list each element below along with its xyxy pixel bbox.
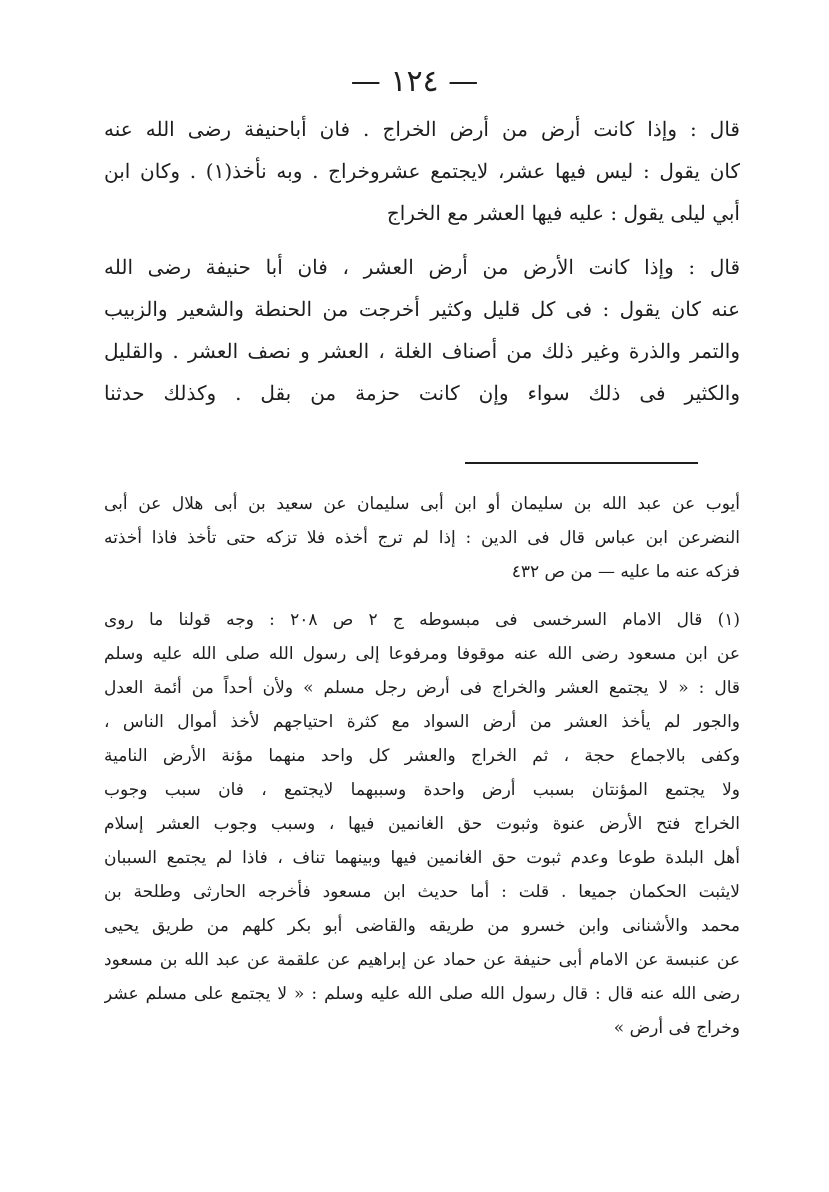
footnote-1-line-13: وخراج فى أرض » bbox=[613, 1018, 740, 1038]
main-line-7: والكثير فى ذلك سواء وإن كانت حزمة من بقل . وكذلك حدثنا bbox=[104, 381, 740, 405]
main-line-6: والتمر والذرة وغير ذلك من أصناف الغلة ، العشر و نصف العشر . والقليل bbox=[104, 339, 740, 363]
main-line-4: قال : وإذا كانت الأرض من أرض العشر ، فان أبا حنيفة رضى الله bbox=[104, 255, 740, 279]
footnotes bbox=[104, 487, 740, 1045]
footnote-1-line-4: والجور لم يأخذ العشر من أرض السواد مع كثرة احتياجهم لأخذ أموال الناس ، bbox=[104, 712, 740, 732]
main-line-1: قال : وإذا كانت أرض من أرض الخراج . فان أباحنيفة رضى الله عنه bbox=[104, 117, 740, 141]
footnote-1-line-7: الخراج فتح الأرض عنوة وثبوت حق الغانمين فيها ، وسبب وجوب العشر إسلام bbox=[104, 814, 740, 834]
footnote-1-line-10: محمد والأشنانى وابن خسرو من طريقه والقاضى أبو بكر كلهم من طريق يحيى bbox=[104, 916, 740, 936]
footnote-separator bbox=[465, 462, 698, 464]
footnote-1-line-12: رضى الله عنه قال : قال رسول الله صلى الله عليه وسلم : « لا يجتمع على مسلم عشر bbox=[104, 984, 740, 1004]
footnote-1-line-9: لايثبت الحكمان جميعا . قلت : أما حديث ابن مسعود فأخرجه الحارثى وطلحة بن bbox=[104, 882, 740, 902]
main-line-3: أبي ليلى يقول : عليه فيها العشر مع الخراج bbox=[386, 201, 740, 225]
footnote-1-line-5: وكفى بالاجماع حجة ، ثم الخراج والعشر كل واحد منهما مؤنة الأرض النامية bbox=[104, 746, 740, 766]
footnote-1-line-6: ولا يجتمع المؤنتان بسبب أرض واحدة وسببهما لايجتمع ، فان سبب وجوب bbox=[104, 780, 740, 800]
footnote-1-line-1: (١) قال الامام السرخسى فى مبسوطه ج ٢ ص ٢٠٨ : وجه قولنا ما روى bbox=[104, 610, 740, 630]
main-line-5: عنه كان يقول : فى كل قليل وكثير أخرجت من الحنطة والشعير والزبيب bbox=[104, 297, 740, 321]
footnote-1-line-8: أهل البلدة طوعا وعدم ثبوت حق الغانمين فيها وبينهما تناف ، فاذا لم يجتمع السببان bbox=[104, 848, 740, 868]
footnote-1-line-3: قال : « لا يجتمع العشر والخراج فى أرض رجل مسلم » ولأن أحداً من أئمة العدل bbox=[104, 678, 740, 698]
footnote-continuation-line-1: أيوب عن عبد الله بن سليمان أو ابن أبى سليمان عن سعيد بن أبى هلال عن أبى bbox=[104, 494, 740, 514]
main-text bbox=[104, 108, 740, 414]
main-line-2: كان يقول : ليس فيها عشر، لايجتمع عشروخراج . وبه نأخذ(١) . وكان ابن bbox=[104, 159, 740, 183]
footnote-1-line-11: عن عنبسة عن الامام أبى حنيفة عن حماد عن إبراهيم عن علقمة عن عبد الله بن مسعود bbox=[104, 950, 740, 970]
page-number: — ١٢٤ — bbox=[350, 64, 479, 99]
footnote-continuation-line-2: النضرعن ابن عباس قال فى الدين : إذا لم ترج أخذه فلا تزكه حتى تأخذ فاذا أخذته bbox=[104, 528, 740, 548]
footnote-1-line-2: عن ابن مسعود رضى الله عنه موقوفا ومرفوعا إلى رسول الله صلى الله عليه وسلم bbox=[104, 644, 740, 664]
footnote-continuation-line-3: فزكه عنه ما عليه — من ص ٤٣٢ bbox=[511, 562, 740, 582]
